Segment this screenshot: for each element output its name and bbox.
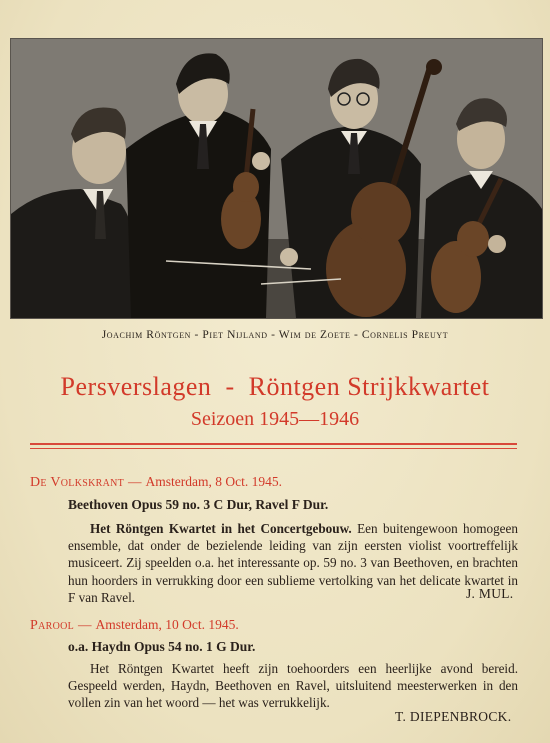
review-2-text bbox=[68, 660, 518, 712]
title-separator: - bbox=[225, 372, 235, 401]
review-2-place-date: Amsterdam, 10 Oct. 1945. bbox=[95, 617, 239, 632]
review-2-header bbox=[30, 617, 239, 634]
review-1-lead: Het Röntgen Kwartet in het Concertgebouw. bbox=[90, 521, 352, 536]
review-1-paper: De Volkskrant bbox=[30, 475, 125, 490]
quartet-photo bbox=[10, 38, 543, 319]
divider-thick bbox=[30, 443, 517, 445]
review-1-header bbox=[30, 474, 282, 491]
season-subtitle: Seizoen 1945—1946 bbox=[190, 408, 360, 430]
review-1-dash: — bbox=[128, 474, 142, 489]
review-2-program: o.a. Haydn Opus 54 no. 1 G Dur. bbox=[68, 639, 256, 654]
review-2-signature: T. DIEPENBROCK. bbox=[395, 709, 512, 724]
divider-thin bbox=[30, 448, 517, 449]
review-1-body: Een buitengewoon homogeen ensemble, dat onder de bezielende leiding van zijn eersten violist voortreffelijk musiceert. Zij speelden o.a. het interessante op. 59 no. 3 van Beethoven, en brachten hun hoorders in verrukking door een sublieme vertolking van het delicate kwartet in F van Ravel. bbox=[68, 521, 518, 605]
quartet-photo-illustration bbox=[11, 39, 542, 318]
review-2-dash: — bbox=[78, 617, 92, 632]
review-1-signature: J. MUL. bbox=[466, 586, 514, 601]
review-2-paper: Parool bbox=[30, 618, 75, 633]
photo-caption-names: Joachim Röntgen - Piet Nijland - Wim de Zoete - Cornelis Preuyt bbox=[101, 329, 449, 341]
review-1-text bbox=[68, 520, 518, 606]
review-1-program: Beethoven Opus 59 no. 3 C Dur, Ravel F Dur. bbox=[68, 497, 329, 512]
review-1-place-date: Amsterdam, 8 Oct. 1945. bbox=[145, 474, 283, 489]
review-2-body: Het Röntgen Kwartet heeft zijn toehoorders een heerlijke avond bereid. Gespeeld werden, Haydn, Beethoven en Ravel, uitsluitend meesterwerken in den vollen zin van het woord — het was verrukkelijk. bbox=[68, 661, 518, 711]
page-title bbox=[0, 372, 550, 402]
title-quartet-name: Röntgen Strijkkwartet bbox=[248, 372, 490, 401]
title-persverslagen: Persverslagen bbox=[60, 372, 212, 401]
